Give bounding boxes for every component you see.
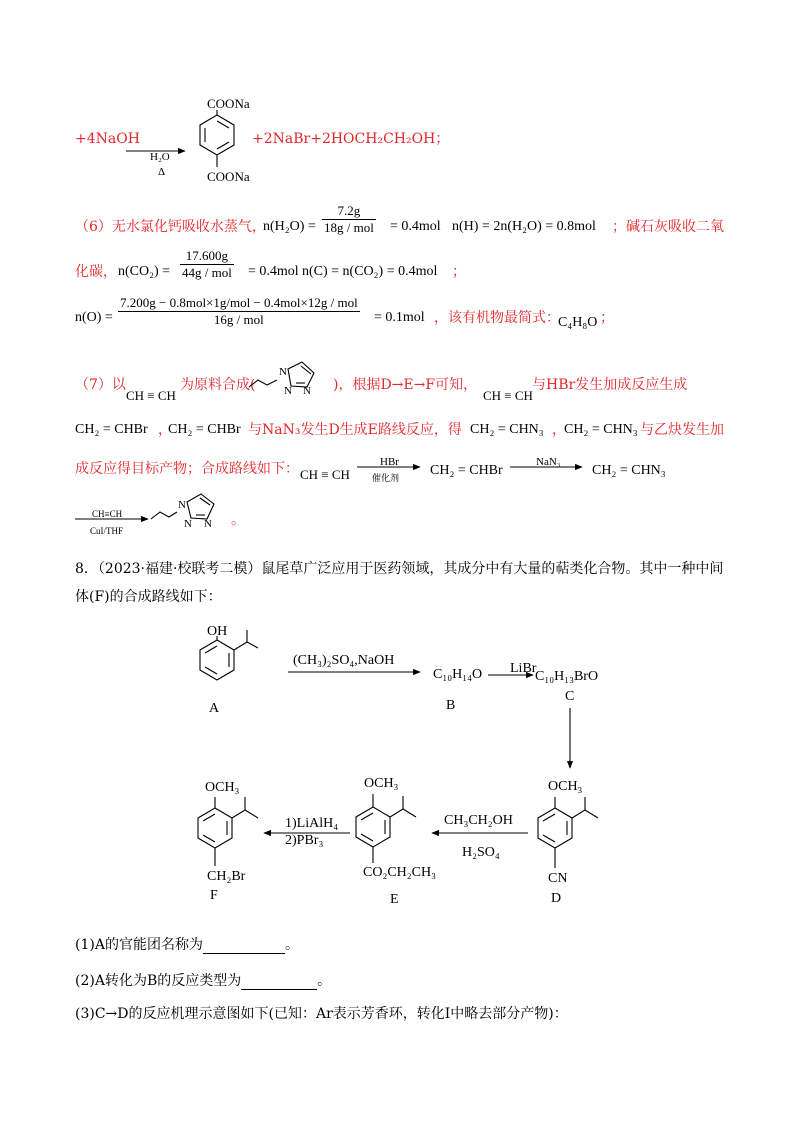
- p7-l2-f1: CH₂ = CHBr: [75, 422, 148, 437]
- p7-l2-f3: CH₂ = CHN₃: [470, 422, 544, 437]
- p7-l4-end: 。: [231, 512, 245, 528]
- q8-cond-EF-1: 1)LiAlH₄: [285, 816, 339, 831]
- eq1-cond-bot: Δ: [158, 166, 166, 178]
- q8-E-top: OCH₃: [364, 776, 399, 791]
- q8-C-formula: C₁₀H₁₃BrO: [535, 669, 599, 684]
- p7-l2-d: 与乙炔发生加: [640, 422, 724, 438]
- p7-l3-c1-top: HBr: [380, 456, 399, 468]
- q8-F-label: F: [210, 888, 218, 903]
- p7-l1-ch: CH ≡ CH: [126, 388, 176, 403]
- q8-cond-DE-bot: H₂SO₄: [462, 845, 500, 860]
- p6-l3-formula: C₄H₈O: [558, 315, 598, 330]
- q8-line1: 8．（2023·福建·校联考二模）鼠尾草广泛应用于医药领域，其成分中有大量的萜类化合物。其中一种中间: [75, 561, 724, 577]
- p6-l1-f1: n(H₂O) =: [263, 219, 316, 234]
- p7-l2-f2: CH₂ = CHBr: [168, 422, 241, 437]
- p6-l1-frac-den: 18g / mol: [324, 220, 374, 235]
- eq1-prod-top: COONa: [207, 96, 250, 111]
- eq1-cond-top: H₂O: [150, 151, 170, 163]
- p7-triazole-1-n3: N: [303, 385, 311, 397]
- q8-D-bot: CN: [548, 871, 568, 886]
- p7-l2-a: ，: [158, 422, 172, 438]
- q8-E-bot: CO₂CH₂CH₃: [363, 865, 436, 880]
- p7-l3-s1: CH ≡ CH: [300, 467, 350, 482]
- q8-sq1-end: 。: [284, 937, 299, 953]
- q8-A-label: A: [209, 701, 220, 716]
- p7-triazole-2-n3: N: [204, 518, 212, 530]
- q8-cond-AB: (CH₃)₂SO₄,NaOH: [293, 653, 395, 668]
- p7-l3-c1-bot: 催化剂: [372, 474, 400, 484]
- q8-D-label: D: [551, 891, 562, 906]
- p6-l2-frac-den: 44g / mol: [182, 265, 232, 280]
- eq1-left: +4NaOH: [75, 131, 140, 147]
- p6-l3-frac-den: 16g / mol: [213, 312, 264, 327]
- eq1-prod-bot: COONa: [207, 169, 250, 184]
- q8-compound-E: [356, 794, 416, 863]
- p7-l2-f4: CH₂ = CHN₃: [564, 422, 638, 437]
- eq1-right: +2NaBr+2HOCH₂CH₂OH；: [252, 131, 450, 147]
- q8-C-label: C: [565, 689, 575, 704]
- p7-l1-d: 与HBr发生加成反应生成: [532, 377, 688, 393]
- p7-l4-c-bot: CuI/THF: [90, 526, 124, 536]
- q8-sq2-end: 。: [317, 973, 332, 989]
- p7-l3-a: 成反应得目标产物；合成路线如下：: [75, 461, 299, 477]
- p7-triazole-2-n2: N: [184, 518, 192, 530]
- p7-l3-s3: CH₂ = CHN₃: [592, 463, 666, 478]
- p7-l1-c: )，根据D→E→F可知，: [333, 377, 478, 393]
- p6-l2-f1: n(CO₂) =: [118, 264, 171, 279]
- q8-sq1-text: (1)A的官能团名称为: [75, 937, 203, 953]
- q8-F-top: OCH₃: [205, 780, 240, 795]
- q8-sq2-text: (2)A转化为B的反应类型为: [75, 973, 242, 989]
- p6-l1-b: ；碱石灰吸收二氧: [612, 219, 724, 235]
- p7-l1-ch2: CH ≡ CH: [483, 388, 533, 403]
- p6-l1-a: （6）无水氯化钙吸收水蒸气，: [75, 219, 266, 235]
- q8-B-label: B: [446, 698, 456, 713]
- p7-l2-b: 与NaN₃发生D生成E路线反应，得: [248, 422, 462, 438]
- p7-triazole-1-n2: N: [284, 385, 292, 397]
- p6-l1-f2: n(H) = 2n(H₂O) = 0.8mol: [452, 219, 596, 234]
- p7-triazole-1-n1: N: [279, 366, 287, 378]
- q8-E-label: E: [390, 892, 399, 907]
- q8-line2: 体(F)的合成路线如下：: [75, 589, 222, 605]
- p7-l1-a: （7）以: [75, 377, 126, 393]
- q8-cond-BC: LiBr: [510, 661, 537, 676]
- q8-F-bot: CH₂Br: [207, 869, 246, 884]
- p7-l2-c: ，: [552, 422, 566, 438]
- p7-l1-b: 为原料合成(: [180, 377, 256, 393]
- q8-A-oh: OH: [207, 624, 228, 639]
- p6-l3-b: ，该有机物最简式：: [434, 310, 560, 326]
- p6-l2-f1-res: = 0.4mol: [248, 264, 299, 279]
- q8-compound-A: [200, 630, 258, 680]
- p6-l3-f1: n(O) =: [75, 310, 113, 325]
- p6-l3-end: ；: [600, 310, 614, 326]
- q8-cond-EF-2: 2)PBr₃: [285, 833, 324, 848]
- p7-l3-s2: CH₂ = CHBr: [430, 463, 503, 478]
- p6-l1-frac-num: 7.2g: [322, 203, 376, 220]
- q8-sq3: (3)C→D的反应机理示意图如下(已知：Ar表示芳香环，转化Ⅰ中略去部分产物)：: [75, 1006, 568, 1022]
- p6-l3-res: = 0.1mol: [374, 310, 425, 325]
- q8-D-top: OCH₃: [548, 779, 583, 794]
- p6-l2-b: ；: [452, 264, 466, 280]
- p6-l2-frac-num: 17.600g: [180, 248, 234, 265]
- p7-triazole-2-n1: N: [178, 499, 186, 511]
- p7-l3-c2-top: NaN₃: [536, 456, 561, 468]
- p6-l2-f2: n(C) = n(CO₂) = 0.4mol: [302, 264, 438, 279]
- p6-l2-a: 化碳，: [75, 264, 117, 280]
- q8-B-formula: C₁₀H₁₄O: [433, 667, 483, 682]
- q8-cond-DE-top: CH₃CH₂OH: [444, 813, 513, 828]
- p6-l1-f1-res: = 0.4mol: [390, 219, 441, 234]
- p6-l3-frac-num: 7.200g − 0.8mol×1g/mol − 0.4mol×12g / mol: [120, 295, 358, 310]
- p7-l4-c-top: CH≡CH: [92, 509, 123, 519]
- q8-compound-F: [198, 797, 258, 866]
- q8-compound-D: [538, 797, 598, 868]
